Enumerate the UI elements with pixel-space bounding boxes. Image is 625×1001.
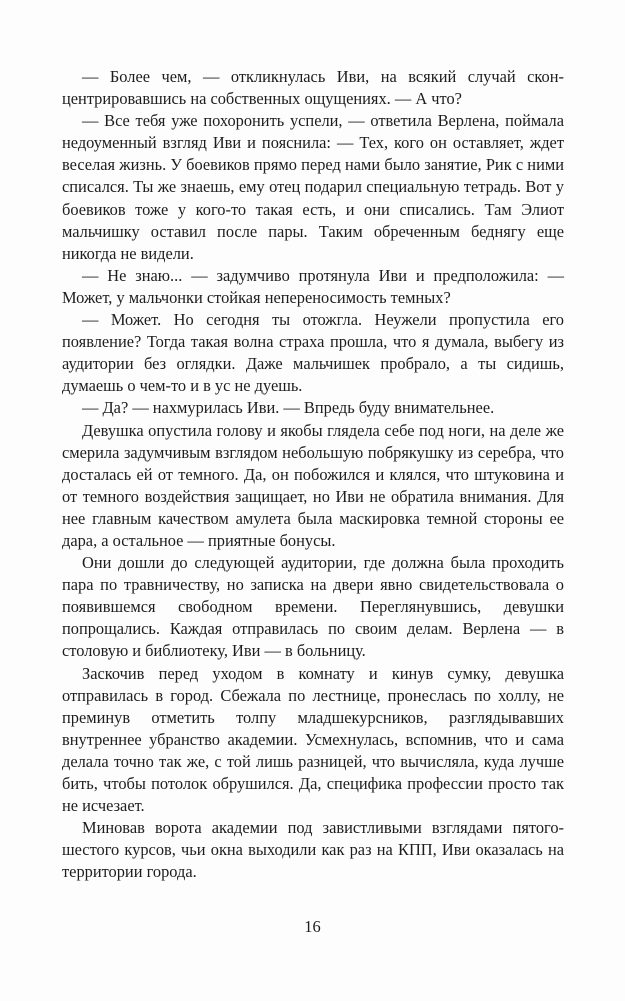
paragraph-8: Заскочив перед уходом в комнату и кинув сумку, девушка отправилась в город. Сбежала по лестнице, пронеслась по холлу, не преминув отметить толпу младшекурсников, разглядывавших внутреннее убранство академии. Усмехнулась, вспомнив, что и сама делала точно так же, с той лишь разницей, что вычисляла, куда лучше бить, чтобы потолок обрушился. Да, специфика профессии просто так не исчезает.	[62, 663, 564, 816]
paragraph-3: — Не знаю... — задумчиво протянула Иви и предположила: — Может, у мальчонки стойкая непереносимость темных?	[62, 265, 564, 307]
paragraph-2: — Все тебя уже похоронить успели, — ответила Верлена, поймала недоуменный взгляд Иви и пояснила: — Тех, кого он оставляет, ждет веселая жизнь. У боевиков прямо перед нами было занятие, Рик с ними списался. Ты же знаешь, ему отец подарил специальную тетрадь. Вот у боевиков тоже у кого-то такая есть, и они списались. Там Элиот мальчишку оставил после пары. Таким обреченным беднягу еще никогда не видели.	[62, 111, 564, 263]
paragraph-7: Они дошли до следующей аудитории, где должна была проходить пара по травничеству, но записка на двери явно свидетельствовала о появившемся свободном времени. Переглянувшись, девушки попрощались. Каждая отправилась по своим делам. Верлена — в столовую и библиотеку, Иви — в больницу.	[62, 553, 564, 661]
paragraph-9: Миновав ворота академии под завистливыми взглядами пятого-шестого курсов, чьи окна выходили как раз на КПП, Иви оказалась на территории города.	[62, 818, 564, 882]
paragraph-4: — Может. Но сегодня ты отожгла. Неужели пропустила его появление? Тогда такая волна страха прошла, что я думала, выбегу из аудитории без оглядки. Даже мальчишек пробрало, а ты сидишь, думаешь о чем-то и в ус не дуешь.	[62, 310, 564, 396]
body-text	[62, 66, 564, 883]
paragraph-6: Девушка опустила голову и якобы глядела себе под ноги, на деле же смерила задумчивым взглядом небольшую побрякушку из серебра, что досталась ей от темного. Да, он побожился и клялся, что штуковина и от темного воздействия защищает, но Иви не обратила внимания. Для нее главным качеством амулета была маскировка темной стороны ее дара, а остальное — приятные бонусы.	[62, 420, 564, 550]
page-number: 16	[304, 917, 321, 936]
paragraph-5: — Да? — нахмурилась Иви. — Впредь буду внимательнее.	[82, 398, 495, 418]
paragraph-1: — Более чем, — откликнулась Иви, на всякий случай сконцентрировавшись на собственных ощущениях. — А что?	[62, 67, 564, 109]
